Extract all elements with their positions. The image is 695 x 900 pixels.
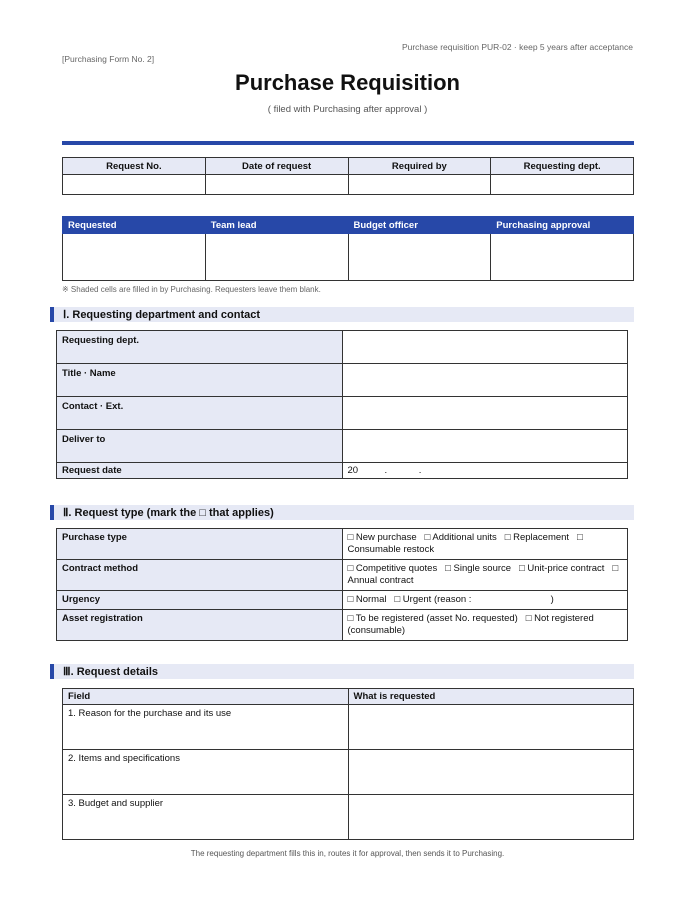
section-numeral: Ⅲ. <box>63 666 74 678</box>
section-3-heading <box>50 664 634 679</box>
budget-officer-signature-box[interactable] <box>348 234 491 281</box>
requested-signature-box[interactable] <box>63 234 206 281</box>
label-requesting-dept: Requesting dept. <box>57 331 343 364</box>
requesting-dept-input[interactable] <box>342 331 628 364</box>
section-marker <box>50 307 54 322</box>
section-2-heading <box>50 505 634 520</box>
items-specs-input[interactable] <box>348 750 634 795</box>
field-reason: 1. Reason for the purchase and its use <box>63 705 349 750</box>
header-requesting-dept: Requesting dept. <box>491 158 634 175</box>
section-title: Requesting department and contact <box>72 309 261 321</box>
label-purchase-type: Purchase type <box>57 529 343 560</box>
section-1-table <box>56 330 628 479</box>
retention-note: Purchase requisition PUR-02 · keep 5 years after acceptance <box>401 42 633 52</box>
section-title: Request details <box>76 666 159 678</box>
header-field: Field <box>63 689 349 705</box>
contract-method-options[interactable]: □ Competitive quotes □ Single source □ Unit-price contract □ Annual contract <box>342 560 628 591</box>
header-request-no: Request No. <box>63 158 206 175</box>
request-no-field[interactable] <box>63 175 206 195</box>
header-budget-officer: Budget officer <box>348 217 491 234</box>
deliver-to-input[interactable] <box>342 430 628 463</box>
section-numeral: Ⅰ. <box>63 309 70 321</box>
request-date-input[interactable]: 20 . . <box>342 463 628 479</box>
footer-note: The requesting department fills this in, routes it for approval, then sends it to Purchasing. <box>190 849 505 858</box>
section-3-table <box>62 688 634 840</box>
label-contract-method: Contract method <box>57 560 343 591</box>
label-urgency: Urgency <box>57 591 343 610</box>
section-title: Request type (mark the □ that applies) <box>74 507 274 519</box>
title-divider <box>62 141 634 145</box>
purchase-type-options[interactable]: □ New purchase □ Additional units □ Replacement □ Consumable restock <box>342 529 628 560</box>
form-number: [Purchasing Form No. 2] <box>62 54 155 64</box>
required-by-field[interactable] <box>348 175 491 195</box>
section-1-heading <box>50 307 634 322</box>
title-name-input[interactable] <box>342 364 628 397</box>
label-contact-ext: Contact · Ext. <box>57 397 343 430</box>
field-items-specs: 2. Items and specifications <box>63 750 349 795</box>
date-of-request-field[interactable] <box>205 175 348 195</box>
field-budget-supplier: 3. Budget and supplier <box>63 795 349 840</box>
urgency-options[interactable]: □ Normal □ Urgent (reason : ) <box>342 591 628 610</box>
shaded-cells-note: ※ Shaded cells are filled in by Purchasing. Requesters leave them blank. <box>62 285 321 294</box>
header-date-of-request: Date of request <box>205 158 348 175</box>
header-team-lead: Team lead <box>205 217 348 234</box>
label-asset-registration: Asset registration <box>57 610 343 641</box>
page-title: Purchase Requisition <box>235 70 460 95</box>
section-2-table <box>56 528 628 641</box>
request-info-table <box>62 157 634 195</box>
header-purchasing-approval: Purchasing approval <box>491 217 634 234</box>
reason-input[interactable] <box>348 705 634 750</box>
budget-supplier-input[interactable] <box>348 795 634 840</box>
requesting-dept-field[interactable] <box>491 175 634 195</box>
label-request-date: Request date <box>57 463 343 479</box>
team-lead-signature-box[interactable] <box>205 234 348 281</box>
section-marker <box>50 664 54 679</box>
section-marker <box>50 505 54 520</box>
contact-ext-input[interactable] <box>342 397 628 430</box>
label-deliver-to: Deliver to <box>57 430 343 463</box>
header-requested: Requested <box>63 217 206 234</box>
header-what-is-requested: What is requested <box>348 689 634 705</box>
header-required-by: Required by <box>348 158 491 175</box>
approval-table <box>62 216 634 281</box>
label-title-name: Title · Name <box>57 364 343 397</box>
section-numeral: Ⅱ. <box>63 507 72 519</box>
page-subtitle: ( filed with Purchasing after approval ) <box>267 104 428 115</box>
asset-registration-options[interactable]: □ To be registered (asset No. requested) □ Not registered (consumable) <box>342 610 628 641</box>
purchasing-approval-signature-box[interactable] <box>491 234 634 281</box>
